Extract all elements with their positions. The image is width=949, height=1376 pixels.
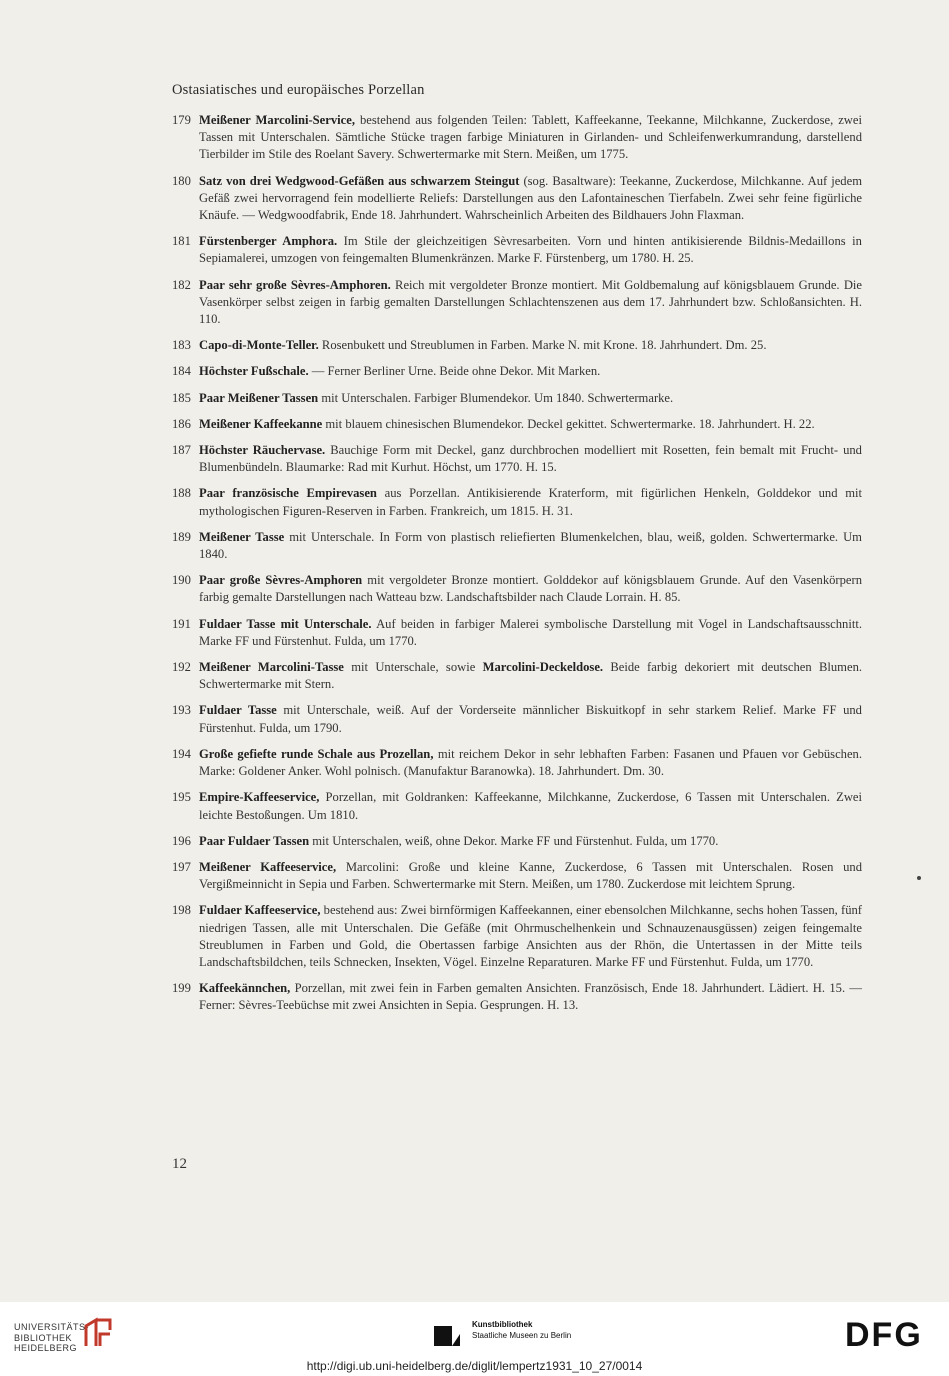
entry-text: Porzellan, mit Goldranken: Kaffeekanne, Milchkanne, Zuckerdose, 6 Tassen mit Unterschalen. Zwei leichte Bestoßungen. Um 1810. (199, 790, 862, 822)
entry-text: Rosenbukett und Streublumen in Farben. Marke N. mit Krone. 18. Jahrhundert. Dm. 25. (318, 338, 767, 353)
entry-text: Auf beiden in farbiger Malerei symbolische Darstellung mit Vogel in Landschaftsausschnitt. Marke FF und Fürstenhut. Fulda, um 1770. (199, 616, 862, 648)
catalog-entry (172, 442, 862, 476)
catalog-entry (172, 173, 862, 225)
catalog-entry (172, 572, 862, 606)
entry-title: Capo-di-Monte-Teller. (199, 338, 319, 353)
entry-number: 183 (172, 338, 191, 353)
entry-number: 186 (172, 416, 191, 431)
catalog-entry (172, 337, 862, 354)
kb-line: Staatliche Museen zu Berlin (472, 1331, 572, 1340)
entry-text: bestehend aus folgenden Teilen: Tablett, Kaffeekanne, Teekanne, Milchkanne, Zuckerdose, zwei Tassen mit Unterschalen. Sämtliche Stücke tragen farbige Miniaturen in Girlanden- und Schleifenwerkumrandung, darstellend Tierbilder im Stile des Roelant Savery. Schwertermarke mit Stern. Meißen, um 1775. (199, 113, 862, 162)
catalog-entry (172, 833, 862, 850)
catalog-entry (172, 616, 862, 650)
entry-text: mit Unterschale. In Form von plastisch reliefierten Blumenkelchen, blau, weiß, golden. Schwertermarke. Um 1840. (199, 529, 862, 562)
entry-title: Satz von drei Wedgwood-Gefäßen aus schwarzem Steingut (199, 173, 520, 188)
footer-bar (0, 1302, 949, 1376)
entry-text: — Ferner Berliner Urne. Beide ohne Dekor. Mit Marken. (308, 364, 601, 379)
entry-title: Meißener Tasse (199, 529, 285, 544)
entry-text: mit Unterschale, weiß. Auf der Vorderseite männlicher Biskuitkopf in sehr starkem Relief. Marke FF und Fürstenhut. Fulda, um 1790. (199, 703, 862, 735)
entry-number: 199 (172, 981, 191, 996)
entry-text: Im Stile der gleichzeitigen Sèvresarbeiten. Vorn und hinten antikisierende Bildnis-Medaillons in Sepiamalerei, umzogen von feingemalten Blumenkränzen. Marke F. Fürstenberg, um 1780. H. 25. (199, 234, 862, 266)
entry-title: Paar große Sèvres-Amphoren (199, 573, 363, 588)
entry-text: mit Unterschalen, weiß, ohne Dekor. Marke FF und Fürstenhut. Fulda, um 1770. (309, 833, 719, 848)
entry-number: 192 (172, 660, 191, 675)
entry-text: (sog. Basaltware): Teekanne, Zuckerdose, Milchkanne. Auf jedem Gefäß zwei hervorragend fein modellierte Reliefs: Darstellungen aus den Lafontaineschen Tierfabeln. Zwei sehr feine figürliche Knäufe. — Wedgwoodfabrik, Ende 18. Jahrhundert. Wahrscheinlich Arbeiten des Bildhauers John Flaxman. (199, 173, 862, 223)
entry-text: Reich mit vergoldeter Bronze montiert. Mit Goldbemalung auf königsblauem Grunde. Die Vasenkörper selbst zeigen in farbig gemalten Darstellungen Schlachtenszenen aus dem 17. Jahrhundert bzw. Schloßansichten. H. 110. (199, 277, 863, 327)
catalog-entry (172, 277, 862, 329)
catalog-entry (172, 659, 862, 693)
university-library-label (14, 1322, 89, 1354)
entry-number: 187 (172, 443, 191, 458)
entry-text: aus Porzellan. Antikisierende Kraterform, mit figürlichen Henkeln, Golddekor und mit mythologischen Figuren-Reserven in Farben. Frankreich, um 1815. H. 31. (199, 486, 862, 518)
entry-text: mit reichem Dekor in sehr lebhaften Farben: Fasanen und Pfauen vor Gebüschen. Marke: Goldener Anker. Wohl polnisch. (Manufaktur Baranowka). 18. Jahrhundert. Dm. 30. (199, 746, 862, 779)
entry-text: mit Unterschalen. Farbiger Blumendekor. Um 1840. Schwertermarke. (318, 390, 674, 405)
entry-number: 179 (172, 113, 191, 127)
entry-title: Paar französische Empirevasen (199, 486, 377, 501)
catalog-entry (172, 529, 862, 563)
entry-title: Fuldaer Kaffeeservice, (199, 903, 321, 918)
catalog-entry (172, 233, 862, 267)
entry-title: Höchster Räuchervase. (199, 443, 326, 458)
entry-title: Meißener Marcolini-Tasse (199, 660, 344, 675)
entry-text-secondary: Beide farbig dekoriert mit deutschen Blumen. Schwertermarke mit Stern. (199, 660, 863, 692)
entry-text: mit Unterschale, sowie (343, 660, 483, 675)
running-header: Ostasiatisches und europäisches Porzellan (172, 82, 425, 98)
entry-number: 193 (172, 703, 191, 718)
uni-line: BIBLIOTHEK (14, 1332, 73, 1343)
entry-number: 197 (172, 859, 191, 874)
entry-title: Fuldaer Tasse (199, 703, 277, 718)
catalog-entry (172, 902, 862, 971)
uni-line: HEIDELBERG (14, 1343, 78, 1353)
entry-title: Höchster Fußschale. (199, 364, 309, 379)
entry-title: Meißener Kaffeeservice, (199, 859, 337, 874)
entry-number: 190 (172, 573, 191, 588)
entry-text: Porzellan, mit zwei fein in Farben gemalten Ansichten. Französisch, Ende 18. Jahrhundert. Lädiert. H. 15. — Ferner: Sèvres-Teebüchse mit zwei Ansichten in Sepia. Gesprungen. H. 13. (199, 981, 862, 1013)
catalog-entry (172, 702, 862, 736)
entry-text: Marcolini: Große und kleine Kanne, Zuckerdose, 6 Tassen mit Unterschalen. Rosen und Vergißmeinnicht in Sepia und Farben. Schwertermarke mit Stern. Meißen, um 1780. Zuckerdose mit leichtem Sprung. (199, 859, 862, 892)
entry-title: Meißener Kaffeekanne (199, 416, 323, 431)
catalog-entry (172, 390, 862, 407)
entry-number: 196 (172, 833, 191, 848)
catalog-entry (172, 980, 862, 1014)
kunstbibliothek-logo-icon (434, 1322, 464, 1350)
uni-line: UNIVERSITÄTS- (14, 1322, 90, 1332)
entry-number: 184 (172, 364, 191, 379)
entry-title: Empire-Kaffeeservice, (199, 790, 320, 805)
entry-title: Kaffeekännchen, (199, 981, 291, 996)
entry-text: Bauchige Form mit Deckel, ganz durchbrochen modelliert mit Rosetten, fein bemalt mit Frucht- und Blumenbündeln. Blaumarke: Rad mit Kurhut. Höchst, um 1770. H. 15. (199, 443, 862, 475)
entry-number: 188 (172, 486, 191, 501)
entry-text: bestehend aus: Zwei birnförmigen Kaffeekannen, einer ebensolchen Milchkanne, sechs hohen Tassen, fünf niedrigen Tassen, alle mit Unterschalen. Die Gefäße (mit Ohrmuschelhenkein und Schnauzenausgüssen) zeigen feingemalte Streublumen in Farben und Gold, die Obertassen farbige Ansichten aus der Rhön, die Untertassen in der Mitte teils Landschaftsbildchen, teils Schnecken, Insekten, Vögel. Einzelne Reparaturen. Marke FF und Fürstenhut. Fulda, um 1770. (199, 903, 862, 969)
entry-text: mit vergoldeter Bronze montiert. Golddekor auf königsblauem Grunde. Auf den Vasenkörpern farbig gemalte Darstellungen nach Watteau bzw. Landschaftsbilder nach Claude Lorrain. H. 85. (199, 573, 862, 605)
dfg-logo: DFG (845, 1316, 923, 1354)
catalog-entry (172, 112, 862, 164)
entry-title: Große gefiefte runde Schale aus Prozellan, (199, 746, 434, 761)
entry-text: mit blauem chinesischen Blumendekor. Deckel gekittet. Schwertermarke. 18. Jahrhundert. H. 22. (322, 416, 815, 431)
entry-title: Paar Meißener Tassen (199, 390, 319, 405)
entry-title: Fuldaer Tasse mit Unterschale. (199, 616, 372, 631)
catalog-entry (172, 363, 862, 380)
catalog-entry (172, 859, 862, 893)
print-speck (917, 876, 921, 880)
entry-number: 182 (172, 277, 191, 292)
entry-number: 185 (172, 390, 191, 405)
catalog-entry (172, 746, 862, 780)
page-number: 12 (172, 1156, 187, 1172)
catalog-entry (172, 789, 862, 823)
kb-line: Kunstbibliothek (472, 1320, 533, 1329)
entry-number: 198 (172, 903, 191, 918)
catalog-entries (172, 112, 862, 1024)
entry-number: 195 (172, 790, 191, 805)
kunstbibliothek-label (472, 1320, 571, 1340)
entry-title: Paar Fuldaer Tassen (199, 833, 310, 848)
catalog-entry (172, 416, 862, 433)
entry-number: 194 (172, 746, 191, 761)
entry-number: 189 (172, 529, 191, 544)
heidelberg-logo-icon (82, 1316, 116, 1350)
entry-title: Meißener Marcolini-Service, (199, 113, 355, 127)
entry-number: 180 (172, 173, 191, 188)
source-url[interactable]: http://digi.ub.uni-heidelberg.de/diglit/lempertz1931_10_27/0014 (306, 1359, 643, 1373)
entry-title-secondary: Marcolini-Deckeldose. (482, 660, 604, 675)
entry-title: Paar sehr große Sèvres-Amphoren. (199, 277, 391, 292)
entry-number: 181 (172, 234, 191, 249)
entry-title: Fürstenberger Amphora. (199, 234, 338, 249)
catalog-entry (172, 485, 862, 519)
entry-number: 191 (172, 616, 191, 631)
